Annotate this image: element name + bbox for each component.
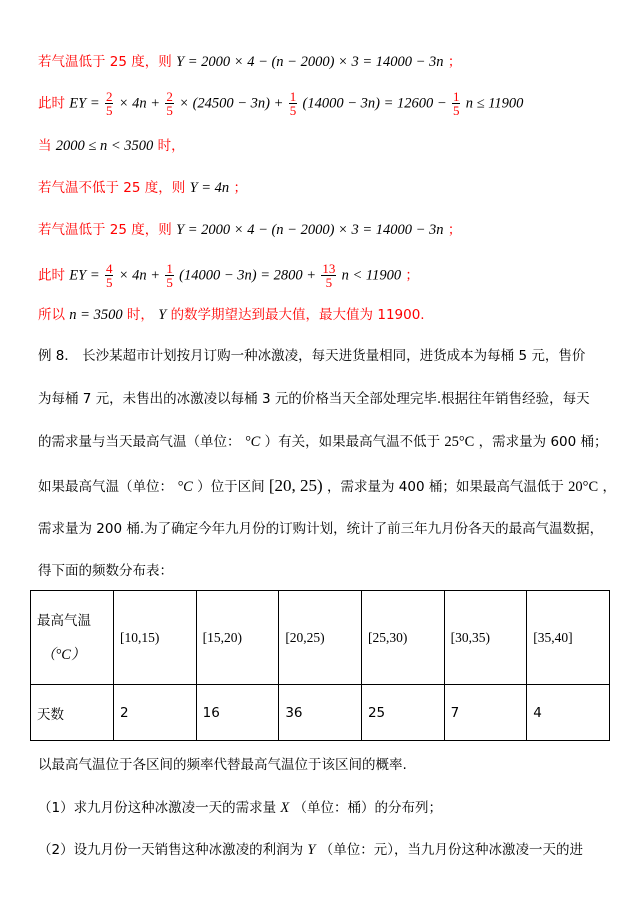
interval-cell: [30,35) bbox=[444, 591, 527, 685]
table-row bbox=[31, 685, 610, 741]
numerator: 13 bbox=[322, 261, 336, 276]
example-8-line-2: 为每桶 7 元，未售出的冰激凌以每桶 3 元的价格当天全部处理完毕.根据往年销售经验，每天 bbox=[38, 391, 590, 407]
formula: n ≤ 11900 bbox=[465, 95, 524, 112]
table-row bbox=[31, 591, 610, 685]
row-label: 天数 bbox=[31, 685, 114, 741]
text: 如果最高气温（单位： bbox=[38, 479, 173, 495]
example-8-line-5: 需求量为 200 桶.为了确定今年九月份的订购计划，统计了前三年九月份各天的最高气温数据， bbox=[38, 521, 604, 537]
text: ，需求量为 600 桶； bbox=[478, 434, 608, 450]
formula: n < 11900 bbox=[341, 267, 402, 284]
text: ； bbox=[405, 267, 419, 284]
formula: (14000 − 3n) = 12600 − bbox=[302, 95, 447, 112]
days-cell: 25 bbox=[361, 685, 444, 741]
numerator: 1 bbox=[452, 89, 460, 104]
denominator: 5 bbox=[105, 103, 113, 118]
text: ； bbox=[447, 54, 462, 70]
text: （单位：桶）的分布列； bbox=[293, 800, 443, 816]
variable: Y bbox=[307, 842, 316, 858]
fraction bbox=[452, 90, 461, 117]
formula: × (24500 − 3n) + bbox=[179, 95, 284, 112]
formula: 25°C bbox=[444, 434, 475, 450]
text: 若气温不低于 25 度，则 bbox=[38, 180, 186, 196]
fraction bbox=[289, 90, 298, 117]
numerator: 2 bbox=[105, 89, 113, 104]
days-cell: 36 bbox=[279, 685, 362, 741]
interval-cell: [25,30) bbox=[361, 591, 444, 685]
formula: 20°C bbox=[568, 479, 599, 495]
text: （单位：元），当九月份这种冰激凌一天的进 bbox=[319, 842, 584, 858]
question-1 bbox=[38, 798, 442, 818]
formula: Y = 4n bbox=[189, 180, 230, 196]
text: ， bbox=[602, 479, 616, 495]
frequency-table bbox=[30, 590, 610, 741]
solution-line-5 bbox=[38, 220, 461, 240]
days-cell: 2 bbox=[114, 685, 197, 741]
interval-cell: [10,15) bbox=[114, 591, 197, 685]
text: ，需求量为 400 桶；如果最高气温低于 bbox=[327, 479, 564, 495]
formula: 2000 ≤ n < 3500 bbox=[55, 138, 154, 154]
text: 时， bbox=[157, 138, 185, 154]
question-2 bbox=[38, 840, 583, 860]
fraction bbox=[105, 90, 114, 117]
fraction bbox=[165, 262, 174, 289]
text: （1）求九月份这种冰激凌一天的需求量 bbox=[38, 800, 277, 816]
fraction bbox=[105, 262, 114, 289]
text: 的需求量与当天最高气温（单位： bbox=[38, 434, 241, 450]
denominator: 5 bbox=[166, 275, 173, 290]
formula: × 4n + bbox=[118, 95, 161, 112]
formula: Y = 2000 × 4 − (n − 2000) × 3 = 14000 − 3n bbox=[176, 222, 444, 238]
denominator: 5 bbox=[325, 275, 333, 290]
text: 此时 bbox=[38, 267, 65, 284]
example-8-line-3 bbox=[38, 432, 608, 452]
text: 所以 bbox=[38, 307, 65, 323]
interval: [20, 25) bbox=[268, 476, 323, 495]
header-unit: （°C） bbox=[41, 646, 86, 663]
text: 当 bbox=[38, 138, 52, 154]
numerator: 4 bbox=[105, 261, 113, 276]
variable: X bbox=[280, 800, 290, 816]
denominator: 5 bbox=[166, 103, 173, 118]
denominator: 5 bbox=[105, 275, 113, 290]
text: ）有关，如果最高气温不低于 bbox=[264, 434, 441, 450]
example-8-line-1: 例 8． 长沙某超市计划按月订购一种冰激凌，每天进货量相同，进货成本为每桶 5 元，售价 bbox=[38, 348, 586, 364]
numerator: 1 bbox=[166, 261, 173, 276]
formula: EY = bbox=[69, 95, 100, 112]
text: 若气温低于 25 度，则 bbox=[38, 54, 172, 70]
formula: × 4n + bbox=[118, 267, 161, 284]
unit: °C bbox=[177, 479, 193, 495]
formula: Y bbox=[158, 307, 167, 323]
interval-cell: [35,40] bbox=[527, 591, 610, 685]
solution-line-6 bbox=[38, 262, 419, 289]
interval-cell: [15,20) bbox=[196, 591, 279, 685]
header-cell bbox=[31, 591, 114, 685]
formula: (14000 − 3n) = 2800 + bbox=[179, 267, 317, 284]
formula: n = 3500 bbox=[69, 307, 123, 323]
text: （2）设九月份一天销售这种冰激凌的利润为 bbox=[38, 842, 304, 858]
solution-line-3 bbox=[38, 136, 185, 156]
unit: °C bbox=[244, 434, 261, 450]
numerator: 2 bbox=[166, 89, 173, 104]
days-cell: 4 bbox=[527, 685, 610, 741]
solution-line-1 bbox=[38, 52, 461, 72]
text: 若气温低于 25 度，则 bbox=[38, 222, 172, 238]
text: ）位于区间 bbox=[197, 479, 265, 495]
solution-line-2 bbox=[38, 90, 523, 117]
text: 的数学期望达到最大值，最大值为 11900. bbox=[170, 307, 425, 323]
probability-note: 以最高气温位于各区间的频率代替最高气温位于该区间的概率. bbox=[38, 757, 407, 773]
text: 时， bbox=[126, 307, 154, 323]
solution-line-4 bbox=[38, 178, 247, 198]
interval-cell: [20,25) bbox=[279, 591, 362, 685]
formula: Y = 2000 × 4 − (n − 2000) × 3 = 14000 − 3n bbox=[176, 54, 444, 70]
text: 此时 bbox=[38, 95, 65, 112]
denominator: 5 bbox=[452, 103, 460, 118]
example-8-line-6: 得下面的频数分布表： bbox=[38, 563, 173, 579]
solution-conclusion bbox=[38, 305, 425, 325]
days-cell: 7 bbox=[444, 685, 527, 741]
fraction bbox=[165, 90, 174, 117]
example-8-line-4 bbox=[38, 476, 616, 497]
header-label: 最高气温 bbox=[37, 612, 91, 629]
days-cell: 16 bbox=[196, 685, 279, 741]
text: ； bbox=[233, 180, 247, 196]
fraction bbox=[321, 262, 336, 289]
denominator: 5 bbox=[289, 103, 297, 118]
formula: EY = bbox=[69, 267, 100, 284]
text: ； bbox=[447, 222, 462, 238]
numerator: 1 bbox=[289, 89, 297, 104]
